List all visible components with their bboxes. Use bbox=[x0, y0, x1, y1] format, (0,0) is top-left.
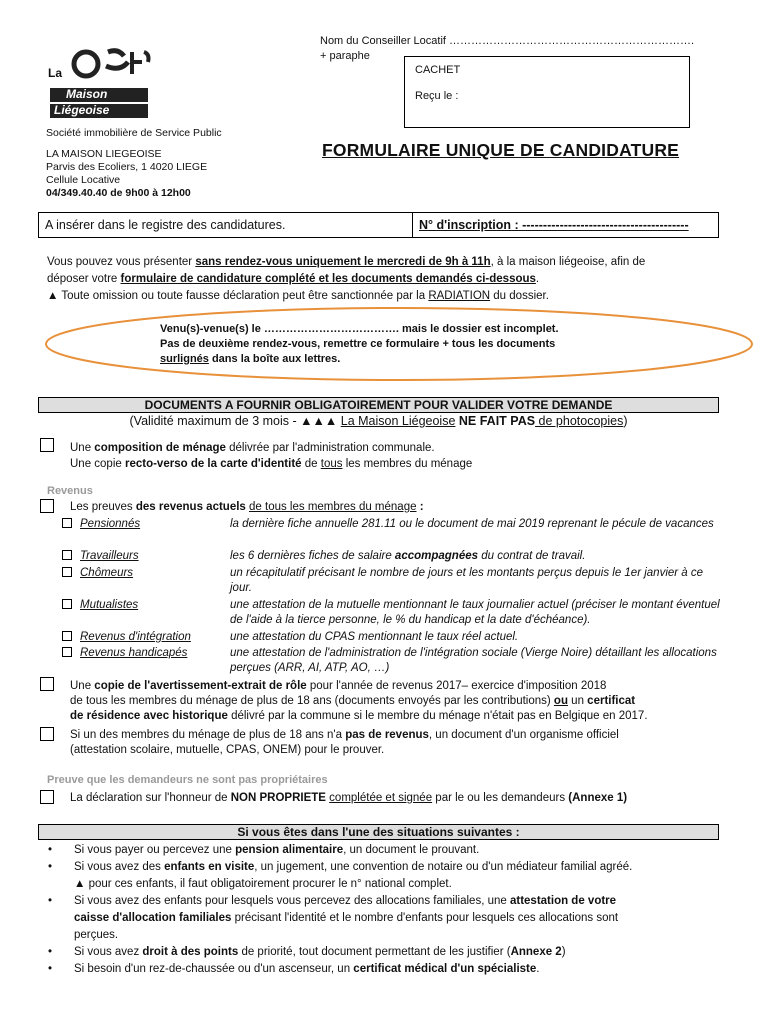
mutualistes-checkbox[interactable] bbox=[62, 599, 72, 609]
radiation-word: RADIATION bbox=[428, 290, 491, 302]
revenue-kind: Revenus handicapés bbox=[80, 647, 188, 659]
item-text: de priorité, tout document permettant de les justifier ( bbox=[238, 946, 511, 958]
notice-line: Pas de deuxième rendez-vous, remettre ce formulaire + tous les documents bbox=[160, 338, 556, 350]
doc-emph: ou bbox=[553, 695, 568, 707]
cachet-label: CACHET bbox=[415, 64, 461, 76]
intro-text: Vous pouvez vous présenter bbox=[47, 256, 196, 268]
list-item bbox=[48, 944, 728, 961]
desc-text: du contrat de travail. bbox=[478, 550, 586, 562]
item-emph: droit à des points bbox=[142, 946, 239, 958]
warning-text: ▲ Toute omission ou toute fausse déclaration peut être sanctionnée par la bbox=[47, 290, 429, 302]
doc-text: Une bbox=[70, 442, 95, 454]
doc-emph: tous bbox=[320, 458, 343, 470]
cachet-box bbox=[404, 56, 690, 128]
mutualistes-row bbox=[62, 598, 138, 613]
logo-text-bottom: Liégeoise bbox=[54, 103, 110, 117]
doc-text: Une bbox=[70, 680, 95, 692]
item-text: Si vous payer ou percevez une bbox=[74, 844, 236, 856]
validity-emph: NE FAIT PAS bbox=[455, 414, 536, 428]
doc-emph: copie de l'avertissement-extrait de rôle bbox=[94, 680, 307, 692]
revenue-kind: Pensionnés bbox=[80, 518, 141, 530]
item-emph: attestation de votre bbox=[509, 895, 617, 907]
validity-text: (Validité maximum de 3 mois - ▲▲▲ bbox=[129, 414, 341, 428]
situations-list bbox=[48, 842, 728, 978]
intro-text: , à la maison liégeoise, afin de bbox=[490, 256, 646, 268]
notice-line: Venu(s)-venue(s) le ………………………………. mais le dossier est incomplet. bbox=[160, 323, 559, 335]
integration-desc: une attestation du CPAS mentionnant le taux réel actuel. bbox=[230, 631, 519, 643]
no-income-checkbox[interactable] bbox=[40, 727, 54, 741]
item-text: , un jugement, une convention de notaire ou d'un médiateur familial agréé. bbox=[254, 861, 633, 873]
conseiller-line: Nom du Conseiller Locatif …………………………………………………………. bbox=[320, 35, 695, 47]
doc-text: , un document d'un organisme officiel bbox=[428, 729, 619, 741]
doc-text: pour l'année de revenus 2017– exercice d'imposition 2018 bbox=[306, 680, 607, 692]
annex-ref: (Annexe 1) bbox=[568, 792, 628, 804]
revenue-kind: Revenus d'intégration bbox=[80, 631, 191, 643]
item-emph: enfants en visite bbox=[164, 861, 255, 873]
org-name: LA MAISON LIEGEOISE bbox=[46, 148, 162, 160]
item-text: Si vous avez bbox=[74, 946, 143, 958]
revenue-kind: Travailleurs bbox=[80, 550, 139, 562]
id-card-line bbox=[70, 457, 472, 472]
doc-text: La déclaration sur l'honneur de bbox=[70, 792, 231, 804]
bullet: • bbox=[48, 946, 53, 958]
item-text: , un document le prouvant. bbox=[343, 844, 480, 856]
organization-info bbox=[46, 127, 222, 200]
validity-text: de photocopies bbox=[535, 414, 624, 428]
doc-emph: des revenus actuels bbox=[135, 501, 246, 513]
situations-heading: Si vous êtes dans l'une des situations suivantes : bbox=[38, 824, 719, 840]
integration-row bbox=[62, 630, 191, 645]
notice-surlignes: surlignés bbox=[160, 353, 209, 365]
bullet: • bbox=[48, 844, 53, 856]
doc-text: complétée et signée bbox=[329, 792, 433, 804]
revenus-intro bbox=[70, 500, 424, 515]
doc-emph: composition de ménage bbox=[94, 442, 226, 454]
no-income-block bbox=[70, 728, 730, 758]
item-emph: certificat médical d'un spécialiste bbox=[353, 963, 537, 975]
bullet: • bbox=[48, 895, 53, 907]
revenus-label: Revenus bbox=[47, 485, 93, 497]
org-address: Parvis des Ecoliers, 1 4020 LIEGE bbox=[46, 161, 208, 173]
validity-org: La Maison Liégeoise bbox=[340, 414, 456, 428]
inscription-number-field[interactable]: N° d'inscription : ---------------------------------------- bbox=[419, 218, 689, 232]
item-text: . bbox=[536, 963, 540, 975]
doc-text: Les preuves bbox=[70, 501, 136, 513]
item-text: Si vous avez des enfants pour lesquels vous percevez des allocations familiales, une bbox=[74, 895, 510, 907]
aer-checkbox[interactable] bbox=[40, 677, 54, 691]
doc-text: par le ou les demandeurs bbox=[432, 792, 569, 804]
chomeurs-desc: un récapitulatif précisant le nombre de jours et les montants perçus depuis le 1er janvier à ce jour. bbox=[230, 567, 704, 594]
composition-line bbox=[70, 441, 435, 456]
documents-heading: DOCUMENTS A FOURNIR OBLIGATOIREMENT POUR VALIDER VOTRE DEMANDE bbox=[38, 397, 719, 413]
org-type: Société immobilière de Service Public bbox=[46, 127, 222, 139]
org-dept: Cellule Locative bbox=[46, 174, 121, 186]
doc-text: (attestation scolaire, mutuelle, CPAS, ONEM) pour le prouver. bbox=[70, 744, 385, 756]
doc-text: de bbox=[301, 458, 321, 470]
intro-text: . bbox=[535, 273, 540, 285]
doc-text: Une copie bbox=[70, 458, 125, 470]
incomplete-notice bbox=[160, 322, 559, 367]
doc-emph: pas de revenus bbox=[345, 729, 429, 741]
item-text: précisant l'identité et le nombre d'enfants pour lesquels ces allocations sont bbox=[231, 912, 619, 924]
travailleurs-checkbox[interactable] bbox=[62, 550, 72, 560]
list-item bbox=[48, 859, 728, 876]
doc-text: les membres du ménage bbox=[342, 458, 473, 470]
chomeurs-row bbox=[62, 566, 133, 581]
travailleurs-desc bbox=[230, 549, 728, 564]
travailleurs-row bbox=[62, 549, 139, 564]
list-item bbox=[48, 842, 728, 859]
item-emph: caisse d'allocation familiales bbox=[74, 912, 232, 924]
item-subnote: ▲ pour ces enfants, il faut obligatoirement procurer le n° national complet. bbox=[74, 878, 452, 890]
non-propriete-line bbox=[70, 791, 627, 806]
item-continuation bbox=[48, 910, 728, 927]
item-text: ) bbox=[561, 946, 566, 958]
pensionnes-desc: la dernière fiche annuelle 281.11 ou le document de mai 2019 reprenant le pécule de vacances bbox=[230, 518, 714, 530]
item-continuation: perçues. bbox=[74, 929, 119, 941]
bullet: • bbox=[48, 963, 53, 975]
revenus-checkbox[interactable] bbox=[40, 499, 54, 513]
non-propriete-checkbox[interactable] bbox=[40, 790, 54, 804]
handicapes-row bbox=[62, 646, 187, 661]
composition-checkbox[interactable] bbox=[40, 438, 54, 452]
notice-line: dans la boîte aux lettres. bbox=[208, 353, 341, 365]
desc-emph: accompagnées bbox=[394, 550, 479, 562]
logo-prefix: La bbox=[48, 66, 63, 80]
intro-emphasis: formulaire de candidature complété et les documents demandés ci-dessous bbox=[120, 273, 536, 285]
list-item bbox=[48, 961, 728, 978]
pensionnes-row bbox=[62, 517, 140, 532]
logo-text-top: Maison bbox=[66, 87, 108, 101]
page-title: FORMULAIRE UNIQUE DE CANDIDATURE bbox=[322, 140, 680, 160]
bullet: • bbox=[48, 861, 53, 873]
list-item bbox=[48, 893, 728, 910]
doc-text: un bbox=[567, 695, 588, 707]
intro-emphasis: sans rendez-vous uniquement le mercredi de 9h à 11h bbox=[195, 256, 491, 268]
validity-text: ) bbox=[623, 414, 628, 428]
revenue-kind: Chômeurs bbox=[80, 567, 134, 579]
doc-text: Si un des membres du ménage de plus de 18 ans n'a bbox=[70, 729, 346, 741]
doc-text: délivré par la commune si le membre du ménage n'était pas en Belgique en 2017. bbox=[227, 710, 648, 722]
intro-paragraph bbox=[47, 254, 727, 305]
org-phone: 04/349.40.40 de 9h00 à 12h00 bbox=[46, 187, 191, 199]
intro-text: déposer votre bbox=[47, 273, 121, 285]
doc-text: de tous les membres du ménage bbox=[249, 501, 417, 513]
item-text: Si vous avez des bbox=[74, 861, 165, 873]
desc-text: les 6 dernières fiches de salaire bbox=[230, 550, 395, 562]
mutualistes-desc: une attestation de la mutuelle mentionnant le taux journalier actuel (préciser le montant éventuel de l'aide à la tierce personne, le % du handicap et la date d'échéance). bbox=[230, 599, 720, 626]
doc-emph: de résidence avec historique bbox=[70, 710, 228, 722]
register-box bbox=[38, 212, 719, 238]
recu-label: Reçu le : bbox=[415, 90, 459, 102]
chomeurs-checkbox[interactable] bbox=[62, 567, 72, 577]
handicapes-desc: une attestation de l'administration de l'intégration sociale (Vierge Noire) détaillant les allocations perçues (ARR, AI, ATP, AO, …) bbox=[230, 647, 717, 674]
doc-emph: NON PROPRIETE bbox=[230, 792, 326, 804]
doc-emph: certificat bbox=[587, 695, 636, 707]
doc-text: de tous les membres du ménage de plus de 18 ans (documents envoyés par les contributions) bbox=[70, 695, 554, 707]
item-emph: pension alimentaire bbox=[235, 844, 344, 856]
validity-note bbox=[38, 414, 719, 428]
handicapes-checkbox[interactable] bbox=[62, 647, 72, 657]
pensionnes-checkbox[interactable] bbox=[62, 518, 72, 528]
register-note: A insérer dans le registre des candidatures. bbox=[39, 213, 413, 237]
paraphe-line: + paraphe bbox=[320, 50, 370, 62]
aer-block bbox=[70, 679, 730, 724]
annex-ref: Annexe 2 bbox=[510, 946, 562, 958]
integration-checkbox[interactable] bbox=[62, 631, 72, 641]
logo bbox=[46, 38, 156, 120]
propriete-label: Preuve que les demandeurs ne sont pas propriétaires bbox=[47, 774, 328, 786]
item-text: Si besoin d'un rez-de-chaussée ou d'un ascenseur, un bbox=[74, 963, 354, 975]
doc-emph: recto-verso de la carte d'identité bbox=[124, 458, 302, 470]
doc-text: : bbox=[416, 501, 424, 513]
revenue-kind: Mutualistes bbox=[80, 599, 139, 611]
warning-text: du dossier. bbox=[490, 290, 549, 302]
doc-text: délivrée par l'administration communale. bbox=[225, 442, 435, 454]
